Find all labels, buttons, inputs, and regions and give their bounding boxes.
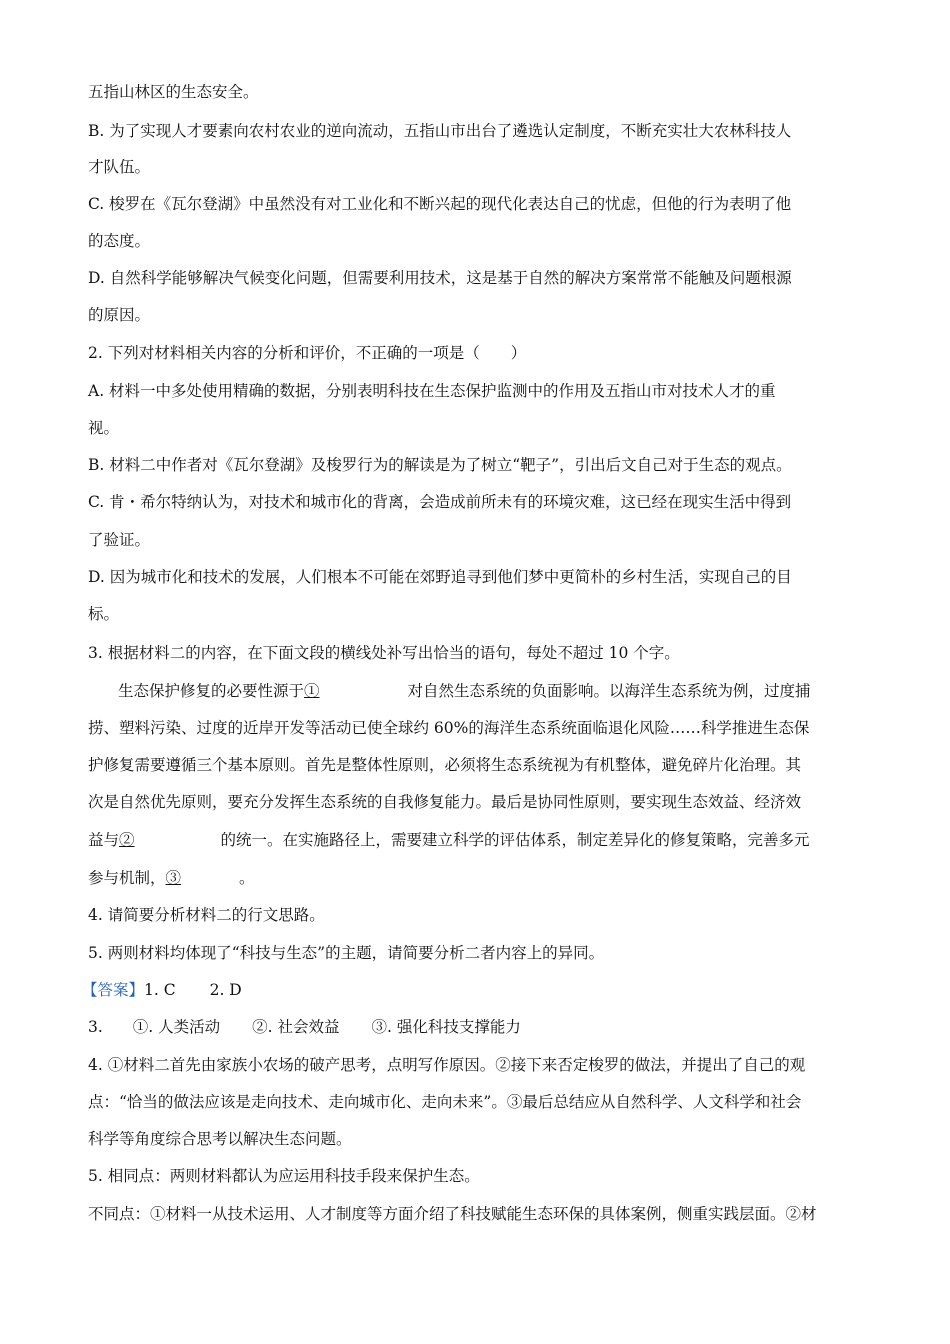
blank-1	[304, 682, 408, 700]
q2-option-a: A. 材料一中多处使用精确的数据，分别表明科技在生态保护监测中的作用及五指山市对技术人才的重	[88, 382, 776, 400]
question-3: 3. 根据材料二的内容，在下面文段的横线处补写出恰当的语句，每处不超过 10 个字。	[88, 644, 680, 662]
q2-option-d: D. 因为城市化和技术的发展，人们根本不可能在郊野追寻到他们梦中更简朴的乡村生活，实现自己的目	[88, 568, 792, 586]
option-b-line: B. 为了实现人才要素向农村农业的逆向流动，五指山市出台了遴选认定制度，不断充实壮大农林科技人	[88, 122, 792, 140]
passage-text: 益与	[88, 831, 120, 849]
text-line: 视。	[88, 419, 120, 437]
text-line: 五指山林区的生态安全。	[88, 83, 259, 101]
answer-5-line: 不同点：①材料一从技术运用、人才制度等方面介绍了科技赋能生态环保的具体案例，侧重实践层面。②材	[88, 1205, 817, 1223]
passage-text: 。	[239, 869, 255, 887]
text-line: 了验证。	[88, 531, 151, 549]
blank-2	[119, 831, 221, 849]
passage-text: 参与机制，	[88, 869, 166, 887]
question-4: 4. 请简要分析材料二的行文思路。	[88, 906, 325, 924]
text-line: 标。	[88, 605, 120, 623]
text-line: 才队伍。	[88, 158, 151, 176]
passage-line: 次是自然优先原则，要充分发挥生态系统的自我修复能力。最后是协同性原则，要实现生态效益、经济效	[88, 793, 802, 811]
answer-3a: ①. 人类活动	[132, 1018, 221, 1036]
text-line: 的原因。	[88, 306, 151, 324]
answer-3-number: 3.	[88, 1018, 103, 1036]
passage-line	[88, 830, 810, 850]
passage-line	[88, 868, 255, 888]
blank-3	[166, 869, 240, 887]
text-line: 的态度。	[88, 232, 151, 250]
passage-line: 护修复需要遵循三个基本原则。首先是整体性原则，必须将生态系统视为有机整体，避免碎片化治理。其	[88, 756, 802, 774]
blank-2-label: ②	[119, 831, 135, 849]
answer-4-line: 科学等角度综合思考以解决生态问题。	[88, 1130, 352, 1148]
q2-option-c: C. 肯・希尔特纳认为，对技术和城市化的背离，会造成前所未有的环境灾难，这已经在现实生活中得到	[88, 493, 792, 511]
answer-3b: ②. 社会效益	[252, 1018, 340, 1036]
blank-3-label: ③	[165, 869, 182, 887]
question-5: 5. 两则材料均体现了“科技与生态”的主题，请简要分析二者内容上的异同。	[88, 944, 605, 962]
answer-tag: 【答案】	[82, 981, 145, 999]
answer-line	[82, 980, 242, 1000]
answer-1: 1. C	[144, 981, 176, 999]
passage-text: 对自然生态系统的负面影响。以海洋生态系统为例，过度捕	[407, 682, 811, 700]
passage-text: 的统一。在实施路径上，需要建立科学的评估体系，制定差异化的修复策略，完善多元	[220, 831, 810, 849]
answer-4-line: 点：“恰当的做法应该是走向技术、走向城市化、走向未来”。③最后总结应从自然科学、人文科学和社会	[88, 1093, 802, 1111]
q2-option-b: B. 材料二中作者对《瓦尔登湖》及梭罗行为的解读是为了树立“靶子”，引出后文自己对于生态的观点。	[88, 456, 792, 474]
answer-2: 2. D	[209, 981, 242, 999]
answer-4-line: 4. ①材料二首先由家族小农场的破产思考，点明写作原因。②接下来否定梭罗的做法，并提出了自己的观	[88, 1056, 806, 1074]
answer-3c: ③. 强化科技支撑能力	[371, 1018, 521, 1036]
answer-5-line: 5. 相同点：两则材料都认为应运用科技手段来保护生态。	[88, 1167, 480, 1185]
option-d-line: D. 自然科学能够解决气候变化问题，但需要利用技术，这是基于自然的解决方案常常不能触及问题根源	[88, 269, 792, 287]
passage-line	[118, 681, 811, 701]
option-c-line: C. 梭罗在《瓦尔登湖》中虽然没有对工业化和不断兴起的现代化表达自己的忧虑，但他的行为表明了他	[88, 195, 792, 213]
answer-3-line	[88, 1017, 521, 1037]
blank-1-label: ①	[304, 682, 320, 700]
passage-line: 捞、塑料污染、过度的近岸开发等活动已使全球约 60%的海洋生态系统面临退化风险……科学推进生态保	[88, 719, 810, 737]
passage-text: 生态保护修复的必要性源于	[118, 682, 305, 700]
question-2: 2. 下列对材料相关内容的分析和评价，不正确的一项是（ ）	[88, 344, 527, 362]
